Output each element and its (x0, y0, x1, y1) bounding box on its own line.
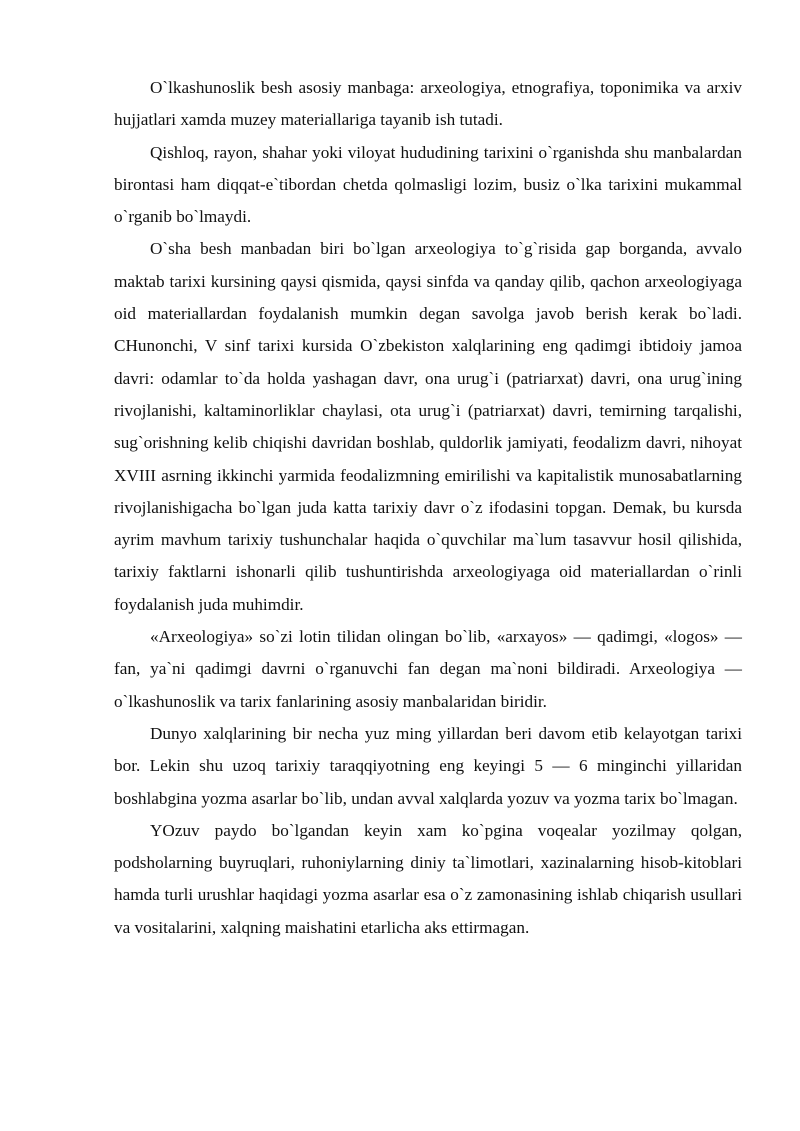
paragraph: O`sha besh manbadan biri bo`lgan arxeologiya to`g`risida gap borganda, avvalo maktab tarixi kursining qaysi qismida, qaysi sinfda va qanday qilib, qachon arxeologiyaga oid materiallardan foydalanish mumkin degan savolga javob berish kerak bo`ladi. CHunonchi, V sinf tarixi kursida O`zbekiston xalqlarining eng qadimgi ibtidoiy jamoa davri: odamlar to`da holda yashagan davr, ona urug`i (patriarxat) davri, ona urug`ining rivojlanishi, kaltaminorliklar chaylasi, ota urug`i (patriarxat) davri, temirning tarqalishi, sug`orishning kelib chiqishi davridan boshlab, quldorlik jamiyati, feodalizm davri, nihoyat XVIII asrning ikkinchi yarmida feodalizmning emirilishi va kapitalistik munosabatlarning rivojlanishigacha bo`lgan juda katta tarixiy davr o`z ifodasini topgan. Demak, bu kursda ayrim mavhum tarixiy tushunchalar haqida o`quvchilar ma`lum tasavvur hosil qilishida, tarixiy faktlarni ishonarli qilib tushuntirishda arxeologiyaga oid materiallardan o`rinli foydalanish juda muhimdir. (114, 239, 742, 614)
paragraph: Dunyo xalqlarining bir necha yuz ming yillardan beri davom etib kelayotgan tarixi bor. Lekin shu uzoq tarixiy taraqqiyotning eng keyingi 5 — 6 minginchi yillaridan boshlabgina yozma asarlar bo`lib, undan avval xalqlarda yozuv va yozma tarix bo`lmagan. (114, 723, 742, 808)
paragraph: O`lkashunoslik besh asosiy manbaga: arxeologiya, etnografiya, toponimika va arxiv hujjatlari xamda muzey materiallariga tayanib ish tutadi. (114, 78, 742, 130)
paragraph: «Arxeologiya» so`zi lotin tilidan olingan bo`lib, «arxayos» — qadimgi, «logos» — fan, ya`ni qadimgi davrni o`rganuvchi fan degan ma`noni bildiradi. Arxeologiya — o`lkashunoslik va tarix fanlarining asosiy manbalaridan biridir. (114, 627, 742, 711)
body-text (114, 72, 742, 944)
paragraph: YOzuv paydo bo`lgandan keyin xam ko`pgina voqealar yozilmay qolgan, podsholarning buyruqlari, ruhoniylarning diniy ta`limotlari, xazinalarning hisob-kitoblari hamda turli urushlar haqidagi yozma asarlar esa o`z zamonasining ishlab chiqarish usullari va vositalarini, xalqning maishatini etarlicha aks ettirmagan. (114, 820, 742, 937)
paragraph: Qishloq, rayon, shahar yoki viloyat hududining tarixini o`rganishda shu manbalardan birontasi ham diqqat-e`tibordan chetda qolmasligi lozim, busiz o`lka tarixini mukammal o`rganib bo`lmaydi. (114, 142, 742, 227)
